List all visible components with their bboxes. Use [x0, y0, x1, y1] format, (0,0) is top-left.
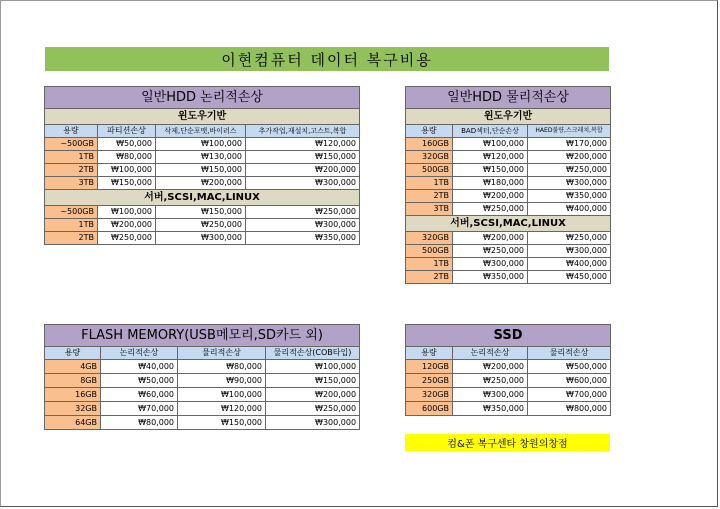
price-cell: ₩350,000: [528, 190, 611, 203]
table-row: [406, 271, 611, 284]
price-cell: ₩150,000: [246, 151, 360, 164]
table-row: [45, 164, 360, 177]
physical-server-label: 서버,SCSI,MAC,LINUX: [406, 216, 611, 232]
column-header: 물리적손상: [528, 347, 611, 360]
logical-hdd-table: [44, 86, 360, 245]
capacity-cell: 250GB: [406, 374, 453, 388]
column-header: 용량: [45, 347, 101, 360]
price-cell: ₩100,000: [98, 206, 156, 219]
price-cell: ₩250,000: [266, 402, 360, 416]
table-row: [45, 360, 360, 374]
capacity-cell: ~500GB: [45, 206, 98, 219]
price-cell: ₩450,000: [528, 271, 611, 284]
price-cell: ₩150,000: [266, 374, 360, 388]
capacity-cell: 2TB: [406, 190, 453, 203]
table-row: [45, 219, 360, 232]
price-cell: ₩100,000: [98, 164, 156, 177]
price-cell: ₩100,000: [156, 138, 246, 151]
price-cell: ₩200,000: [266, 388, 360, 402]
price-cell: ₩300,000: [156, 232, 246, 245]
price-cell: ₩300,000: [528, 177, 611, 190]
logical-column-headers: [45, 125, 360, 138]
price-cell: ₩250,000: [528, 164, 611, 177]
price-cell: ₩70,000: [101, 402, 178, 416]
capacity-cell: 3TB: [45, 177, 98, 190]
price-cell: ₩150,000: [156, 206, 246, 219]
price-cell: ₩350,000: [246, 232, 360, 245]
column-header: 용량: [45, 125, 98, 138]
capacity-cell: 2TB: [45, 164, 98, 177]
logical-hdd-block: [44, 86, 360, 245]
capacity-cell: 2TB: [406, 271, 453, 284]
price-cell: ₩90,000: [178, 374, 266, 388]
table-row: [406, 203, 611, 216]
price-cell: ₩200,000: [528, 151, 611, 164]
price-cell: ₩120,000: [178, 402, 266, 416]
column-header: 물리적손상(COB타입): [266, 347, 360, 360]
price-cell: ₩300,000: [246, 219, 360, 232]
table-row: [406, 402, 611, 416]
table-row: [406, 164, 611, 177]
price-cell: ₩300,000: [528, 245, 611, 258]
table-row: [45, 374, 360, 388]
flash-column-headers: [45, 347, 360, 360]
flash-memory-block: [44, 324, 360, 430]
price-cell: ₩150,000: [156, 164, 246, 177]
price-cell: ₩350,000: [453, 402, 528, 416]
price-cell: ₩300,000: [246, 177, 360, 190]
price-cell: ₩200,000: [453, 360, 528, 374]
price-cell: ₩170,000: [528, 138, 611, 151]
price-cell: ₩500,000: [528, 360, 611, 374]
price-cell: ₩150,000: [178, 416, 266, 430]
capacity-cell: 600GB: [406, 402, 453, 416]
price-cell: ₩100,000: [266, 360, 360, 374]
table-row: [45, 177, 360, 190]
capacity-cell: 500GB: [406, 245, 453, 258]
capacity-cell: 2TB: [45, 232, 98, 245]
capacity-cell: 320GB: [406, 151, 453, 164]
column-header: BAD섹터,단순손상: [453, 125, 528, 138]
price-cell: ₩700,000: [528, 388, 611, 402]
table-row: [45, 151, 360, 164]
store-name-banner: 컴&폰 복구센타 창원의창점: [405, 434, 610, 451]
ssd-column-headers: [406, 347, 611, 360]
table-row: [406, 138, 611, 151]
table-row: [406, 245, 611, 258]
table-row: [406, 258, 611, 271]
table-row: [406, 360, 611, 374]
capacity-cell: 320GB: [406, 388, 453, 402]
column-header: 논리적손상: [101, 347, 178, 360]
price-cell: ₩150,000: [98, 177, 156, 190]
price-cell: ₩200,000: [453, 190, 528, 203]
physical-hdd-block: [405, 86, 611, 284]
capacity-cell: 64GB: [45, 416, 101, 430]
price-cell: ₩200,000: [453, 232, 528, 245]
physical-hdd-table: [405, 86, 611, 284]
table-row: [406, 151, 611, 164]
table-row: [45, 388, 360, 402]
price-cell: ₩400,000: [528, 203, 611, 216]
logical-server-label: 서버,SCSI,MAC,LINUX: [45, 190, 360, 206]
column-header: 논리적손상: [453, 347, 528, 360]
price-cell: ₩150,000: [453, 164, 528, 177]
capacity-cell: 120GB: [406, 360, 453, 374]
logical-windows-label: 윈도우기반: [45, 109, 360, 125]
price-cell: ₩250,000: [528, 232, 611, 245]
table-row: [45, 402, 360, 416]
price-cell: ₩250,000: [98, 232, 156, 245]
capacity-cell: 1TB: [406, 258, 453, 271]
price-cell: ₩80,000: [101, 416, 178, 430]
capacity-cell: 320GB: [406, 232, 453, 245]
price-cell: ₩300,000: [266, 416, 360, 430]
table-row: [406, 190, 611, 203]
price-cell: ₩120,000: [246, 138, 360, 151]
capacity-cell: 1TB: [45, 151, 98, 164]
column-header: 추가작업,재설치,고스트,복합: [246, 125, 360, 138]
price-cell: ₩300,000: [453, 258, 528, 271]
price-cell: ₩100,000: [453, 138, 528, 151]
capacity-cell: 3TB: [406, 203, 453, 216]
column-header: 용량: [406, 347, 453, 360]
table-row: [406, 388, 611, 402]
price-cell: ₩250,000: [156, 219, 246, 232]
price-cell: ₩120,000: [453, 151, 528, 164]
table-row: [45, 206, 360, 219]
physical-windows-label: 윈도우기반: [406, 109, 611, 125]
capacity-cell: 4GB: [45, 360, 101, 374]
price-cell: ₩200,000: [246, 164, 360, 177]
price-cell: ₩400,000: [528, 258, 611, 271]
price-cell: ₩800,000: [528, 402, 611, 416]
capacity-cell: 160GB: [406, 138, 453, 151]
logical-hdd-header: 일반HDD 논리적손상: [45, 87, 360, 109]
flash-memory-table: [44, 324, 360, 430]
column-header: 물리적손상: [178, 347, 266, 360]
price-cell: ₩60,000: [101, 388, 178, 402]
price-cell: ₩250,000: [453, 374, 528, 388]
capacity-cell: 32GB: [45, 402, 101, 416]
table-row: [406, 374, 611, 388]
capacity-cell: 8GB: [45, 374, 101, 388]
ssd-table: [405, 324, 611, 416]
table-row: [45, 416, 360, 430]
price-cell: ₩100,000: [178, 388, 266, 402]
column-header: HAED불량,스크래치,복합: [528, 125, 611, 138]
ssd-block: [405, 324, 611, 416]
table-row: [45, 138, 360, 151]
flash-memory-header: FLASH MEMORY(USB메모리,SD카드 외): [45, 325, 360, 347]
price-cell: ₩350,000: [453, 271, 528, 284]
physical-column-headers: [406, 125, 611, 138]
column-header: 용량: [406, 125, 453, 138]
price-cell: ₩50,000: [98, 138, 156, 151]
ssd-header: SSD: [406, 325, 611, 347]
price-cell: ₩200,000: [156, 177, 246, 190]
price-cell: ₩180,000: [453, 177, 528, 190]
price-cell: ₩250,000: [246, 206, 360, 219]
price-cell: ₩130,000: [156, 151, 246, 164]
column-header: 파티션손상: [98, 125, 156, 138]
price-cell: ₩80,000: [178, 360, 266, 374]
price-cell: ₩250,000: [453, 203, 528, 216]
table-row: [45, 232, 360, 245]
price-cell: ₩50,000: [101, 374, 178, 388]
page-title: 이현컴퓨터 데이터 복구비용: [45, 47, 609, 71]
price-cell: ₩300,000: [453, 388, 528, 402]
price-cell: ₩600,000: [528, 374, 611, 388]
column-header: 삭제,단순포맷,바이러스: [156, 125, 246, 138]
price-cell: ₩200,000: [98, 219, 156, 232]
physical-hdd-header: 일반HDD 물리적손상: [406, 87, 611, 109]
price-cell: ₩40,000: [101, 360, 178, 374]
table-row: [406, 177, 611, 190]
capacity-cell: 16GB: [45, 388, 101, 402]
table-row: [406, 232, 611, 245]
capacity-cell: 500GB: [406, 164, 453, 177]
capacity-cell: 1TB: [406, 177, 453, 190]
capacity-cell: ~500GB: [45, 138, 98, 151]
capacity-cell: 1TB: [45, 219, 98, 232]
price-cell: ₩80,000: [98, 151, 156, 164]
price-cell: ₩250,000: [453, 245, 528, 258]
